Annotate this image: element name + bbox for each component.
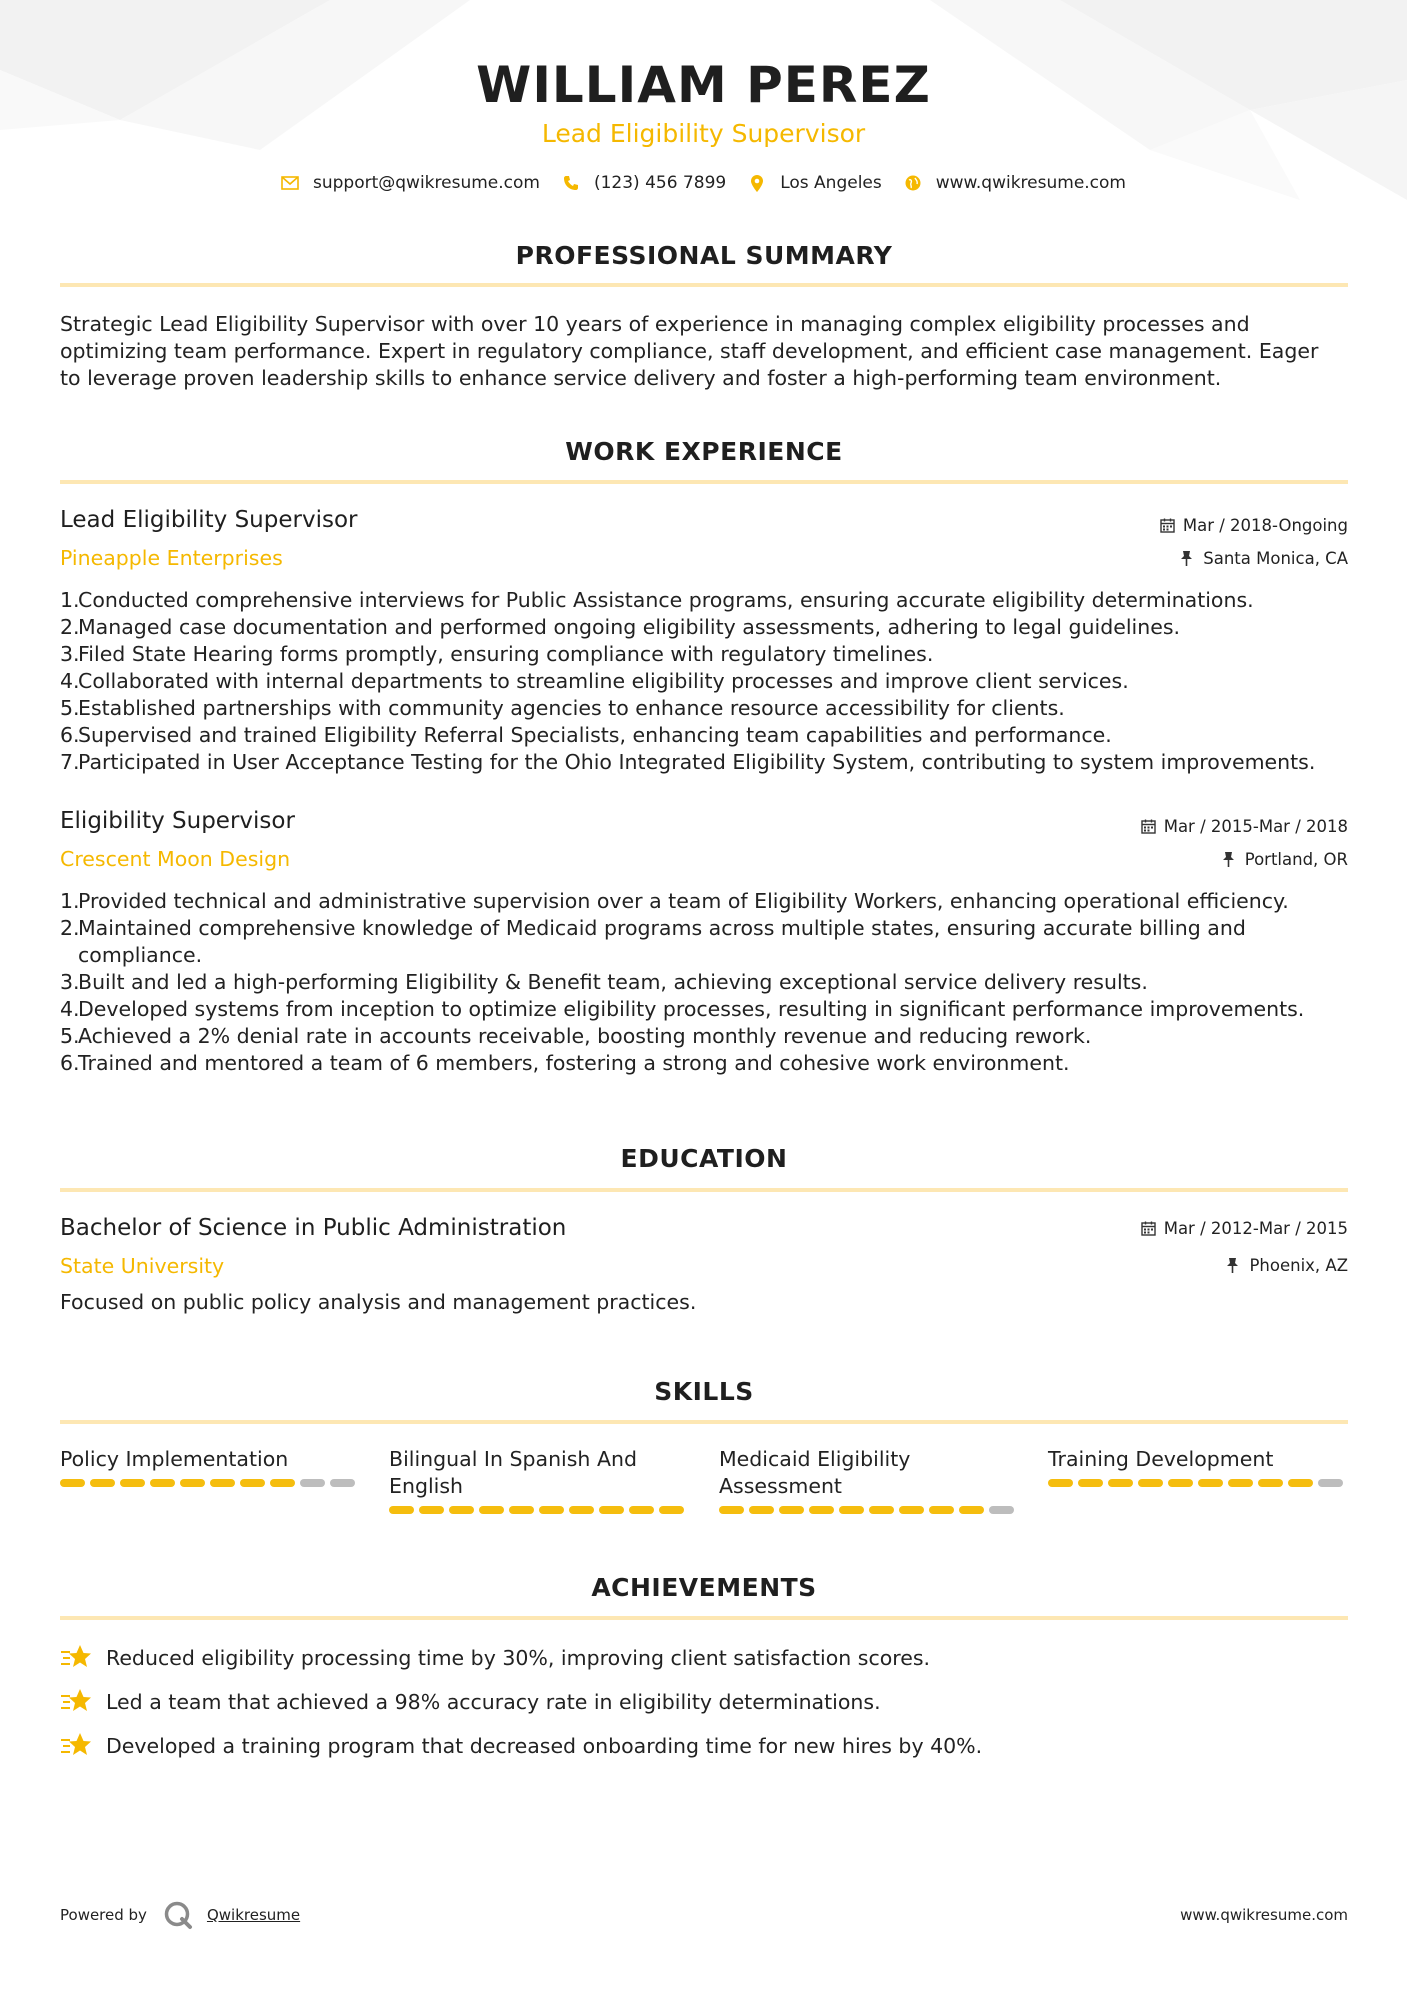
skill-segment-filled	[1198, 1479, 1223, 1487]
skill-segment-filled	[150, 1479, 175, 1487]
skill-item	[60, 1446, 360, 1487]
contact-phone[interactable]	[562, 173, 726, 193]
summary-line: to leverage proven leadership skills to enhance service delivery and foster a high-performing team environment.	[60, 366, 1222, 390]
education-dates	[1141, 1219, 1348, 1238]
candidate-name: WILLIAM PEREZ	[476, 56, 931, 114]
candidate-title: Lead Eligibility Supervisor	[541, 119, 866, 148]
skill-segment-filled	[1228, 1479, 1253, 1487]
skill-segment-filled	[270, 1479, 295, 1487]
skill-segment-filled	[1258, 1479, 1283, 1487]
job-dates	[1141, 817, 1348, 836]
globe-icon	[904, 174, 922, 192]
skill-segment-filled	[899, 1506, 924, 1514]
summary-line: optimizing team performance. Expert in regulatory compliance, staff development, and efficient case management. Eager	[60, 339, 1319, 363]
skill-segment-filled	[959, 1506, 984, 1514]
job-dates-text: Mar / 2015-Mar / 2018	[1163, 817, 1348, 836]
skill-item	[1048, 1446, 1348, 1487]
skill-level-bar	[389, 1506, 689, 1514]
job-bullets	[60, 587, 1350, 776]
job-company: Crescent Moon Design	[60, 847, 291, 871]
footer-powered-by	[60, 1900, 300, 1930]
education-heading: EDUCATION	[620, 1144, 788, 1173]
skill-segment-filled	[479, 1506, 504, 1514]
job-title: Eligibility Supervisor	[60, 808, 295, 834]
skill-segment-filled	[210, 1479, 235, 1487]
skill-segment-filled	[1048, 1479, 1073, 1487]
achievement-item	[60, 1643, 930, 1673]
achievement-text: Reduced eligibility processing time by 30%, improving client satisfaction scores.	[106, 1646, 931, 1670]
skill-segment-filled	[539, 1506, 564, 1514]
skill-name: Medicaid Eligibility Assessment	[719, 1447, 911, 1498]
skill-segment-filled	[449, 1506, 474, 1514]
shooting-star-icon	[60, 1731, 92, 1761]
job-location	[1222, 850, 1348, 869]
skills-divider	[60, 1420, 1348, 1424]
calendar-icon	[1141, 819, 1156, 834]
skill-name: Policy Implementation	[60, 1447, 289, 1471]
job-location	[1180, 549, 1348, 568]
skill-segment-filled	[719, 1506, 744, 1514]
summary-text	[60, 311, 1350, 392]
job-bullet: 2. Maintained comprehensive knowledge of Medicaid programs across multiple states, ensuring accurate billing and compliance.	[60, 916, 1246, 967]
skill-segment-filled	[749, 1506, 774, 1514]
map-pin-icon	[748, 174, 766, 192]
skill-segment-filled	[839, 1506, 864, 1514]
skill-name: Training Development	[1048, 1447, 1274, 1471]
calendar-icon	[1160, 518, 1175, 533]
skill-segment-filled	[90, 1479, 115, 1487]
skill-segment-filled	[1288, 1479, 1313, 1487]
achievement-text: Developed a training program that decreased onboarding time for new hires by 40%.	[106, 1734, 983, 1758]
qwikresume-logo-icon	[163, 1900, 193, 1930]
skill-segment-empty	[300, 1479, 325, 1487]
skill-item	[719, 1446, 1019, 1514]
job-bullet: 7. Participated in User Acceptance Testing for the Ohio Integrated Eligibility System, contributing to system improvements.	[60, 750, 1316, 774]
skill-segment-filled	[929, 1506, 954, 1514]
summary-line: Strategic Lead Eligibility Supervisor with over 10 years of experience in managing complex eligibility processes and	[60, 312, 1250, 336]
job-bullet: 6. Supervised and trained Eligibility Referral Specialists, enhancing team capabilities and performance.	[60, 723, 1112, 747]
achievement-item	[60, 1731, 982, 1761]
education-school: State University	[60, 1254, 225, 1278]
experience-heading: WORK EXPERIENCE	[565, 437, 843, 466]
education-location-text: Phoenix, AZ	[1249, 1256, 1348, 1275]
powered-by-label: Powered by	[60, 1906, 147, 1924]
job-bullets	[60, 888, 1350, 1077]
calendar-icon	[1141, 1221, 1156, 1236]
achievements-heading: ACHIEVEMENTS	[591, 1573, 817, 1602]
job-title: Lead Eligibility Supervisor	[60, 507, 358, 533]
job-bullet: 6. Trained and mentored a team of 6 members, fostering a strong and cohesive work environment.	[60, 1051, 1070, 1075]
skill-segment-filled	[869, 1506, 894, 1514]
contact-location-text: Los Angeles	[780, 173, 882, 193]
skill-segment-empty	[989, 1506, 1014, 1514]
education-description: Focused on public policy analysis and management practices.	[60, 1290, 697, 1314]
job-company: Pineapple Enterprises	[60, 546, 283, 570]
contact-location	[748, 173, 882, 193]
skill-level-bar	[60, 1479, 360, 1487]
skills-heading: SKILLS	[654, 1377, 754, 1406]
skill-segment-filled	[120, 1479, 145, 1487]
job-location-text: Santa Monica, CA	[1203, 549, 1348, 568]
contact-phone-text: (123) 456 7899	[593, 173, 727, 193]
skill-segment-filled	[569, 1506, 594, 1514]
education-dates-text: Mar / 2012-Mar / 2015	[1163, 1219, 1348, 1238]
skill-segment-filled	[1078, 1479, 1103, 1487]
skill-segment-filled	[240, 1479, 265, 1487]
education-location	[1226, 1256, 1348, 1275]
skill-segment-filled	[809, 1506, 834, 1514]
skill-level-bar	[1048, 1479, 1348, 1487]
qwikresume-link[interactable]: Qwikresume	[206, 1906, 301, 1924]
education-divider	[60, 1188, 1348, 1192]
skill-segment-filled	[779, 1506, 804, 1514]
job-bullet: 3. Filed State Hearing forms promptly, ensuring compliance with regulatory timelines.	[60, 642, 934, 666]
skill-segment-filled	[599, 1506, 624, 1514]
education-degree: Bachelor of Science in Public Administration	[60, 1215, 567, 1241]
skill-level-bar	[719, 1506, 1019, 1514]
job-dates-text: Mar / 2018-Ongoing	[1182, 516, 1348, 535]
skill-segment-empty	[1318, 1479, 1343, 1487]
skill-segment-filled	[509, 1506, 534, 1514]
skill-segment-filled	[659, 1506, 684, 1514]
job-bullet: 1. Provided technical and administrative supervision over a team of Eligibility Workers, enhancing operational efficiency.	[60, 889, 1289, 913]
contact-email[interactable]	[281, 173, 540, 193]
job-bullet: 4. Collaborated with internal departments to streamline eligibility processes and improve client services.	[60, 669, 1129, 693]
job-bullet: 3. Built and led a high-performing Eligibility & Benefit team, achieving exceptional service delivery results.	[60, 970, 1148, 994]
skill-segment-filled	[1108, 1479, 1133, 1487]
contact-website-text: www.qwikresume.com	[935, 173, 1126, 193]
skill-segment-empty	[330, 1479, 355, 1487]
shooting-star-icon	[60, 1687, 92, 1717]
contact-website[interactable]	[904, 173, 1126, 193]
pushpin-icon	[1222, 852, 1237, 867]
job-bullet: 4. Developed systems from inception to optimize eligibility processes, resulting in significant performance improvements.	[60, 997, 1305, 1021]
skill-segment-filled	[389, 1506, 414, 1514]
envelope-icon	[281, 174, 299, 192]
footer-website[interactable]: www.qwikresume.com	[1180, 1906, 1348, 1924]
summary-divider	[60, 283, 1348, 287]
job-bullet: 5. Established partnerships with community agencies to enhance resource accessibility for clients.	[60, 696, 1065, 720]
job-bullet: 2. Managed case documentation and performed ongoing eligibility assessments, adhering to legal guidelines.	[60, 615, 1181, 639]
pushpin-icon	[1226, 1258, 1241, 1273]
job-bullet: 1. Conducted comprehensive interviews for Public Assistance programs, ensuring accurate eligibility determinations.	[60, 588, 1254, 612]
skill-segment-filled	[1138, 1479, 1163, 1487]
achievement-text: Led a team that achieved a 98% accuracy rate in eligibility determinations.	[106, 1690, 881, 1714]
skill-item	[389, 1446, 689, 1514]
contact-bar	[0, 173, 1407, 193]
skill-segment-filled	[60, 1479, 85, 1487]
experience-divider	[60, 480, 1348, 484]
shooting-star-icon	[60, 1643, 92, 1673]
pushpin-icon	[1180, 551, 1195, 566]
phone-icon	[562, 174, 580, 192]
skill-segment-filled	[1168, 1479, 1193, 1487]
skill-name: Bilingual In Spanish And English	[389, 1447, 637, 1498]
job-location-text: Portland, OR	[1244, 850, 1348, 869]
job-bullet: 5. Achieved a 2% denial rate in accounts receivable, boosting monthly revenue and reducing rework.	[60, 1024, 1092, 1048]
skill-segment-filled	[419, 1506, 444, 1514]
skill-segment-filled	[629, 1506, 654, 1514]
achievement-item	[60, 1687, 881, 1717]
job-dates	[1160, 516, 1348, 535]
achievements-divider	[60, 1616, 1348, 1620]
summary-heading: PROFESSIONAL SUMMARY	[515, 241, 893, 270]
contact-email-text: support@qwikresume.com	[313, 173, 540, 193]
skill-segment-filled	[180, 1479, 205, 1487]
